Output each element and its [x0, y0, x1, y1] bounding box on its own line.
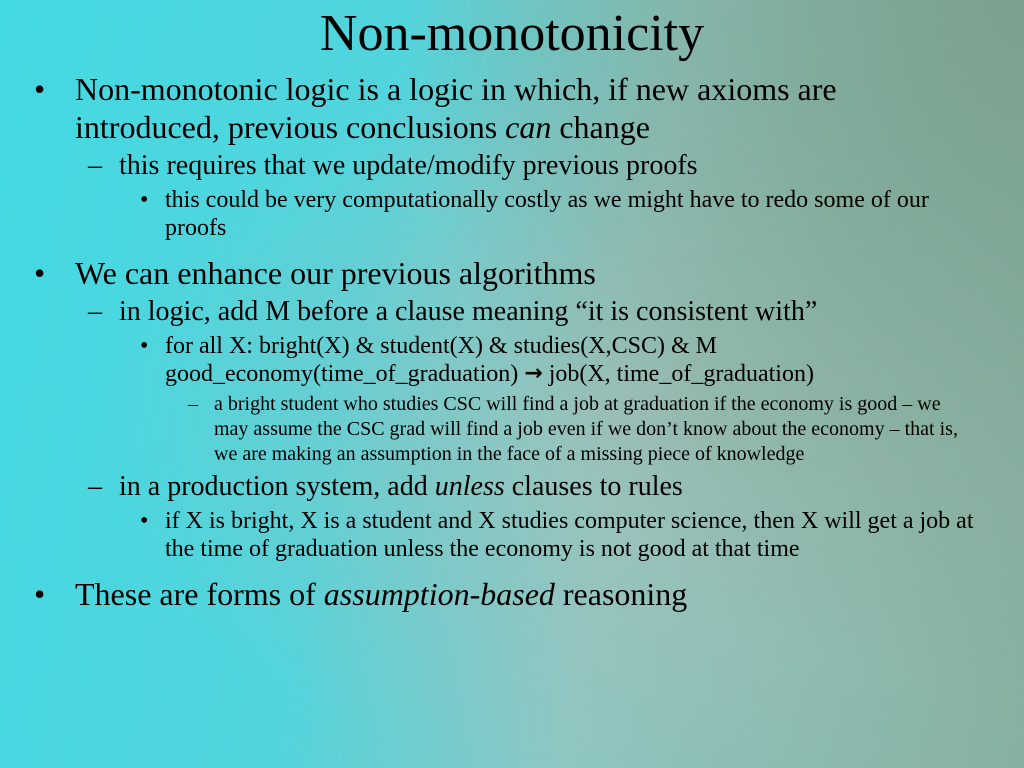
- emphasis-text: unless: [434, 471, 505, 502]
- sub-sub-bullet-item: [0, 186, 1024, 242]
- dash-marker: –: [88, 296, 102, 327]
- bullet-marker: •: [34, 255, 46, 291]
- bullet-item: [0, 70, 1024, 146]
- bullet-text: reasoning: [554, 576, 688, 612]
- bullet-marker: •: [34, 71, 46, 107]
- bullet-text: Non-monotonic logic is a logic in which, if new axioms are introduced, previous conclusions: [75, 71, 837, 145]
- emphasis-text: can: [505, 109, 552, 145]
- bullet-marker: •: [140, 187, 149, 213]
- sub-sub-bullet-text: job(X, time_of_graduation): [542, 361, 814, 387]
- emphasis-text: assumption-based: [323, 576, 555, 612]
- level-four-bullet-text: a bright student who studies CSC will find a job at graduation if the economy is good – we may assume the CSC grad will find a job even if we don’t know about the economy – that is, we are making an assumption in the face of a missing piece of knowledge: [214, 393, 958, 465]
- sub-bullet-item: [0, 296, 1024, 328]
- dash-marker: –: [88, 150, 102, 181]
- slide-title: Non-monotonicity: [319, 5, 705, 62]
- slide-body: [0, 70, 1024, 613]
- dash-marker: –: [88, 471, 102, 502]
- arrow-right-icon: →: [524, 361, 543, 386]
- bullet-text: These are forms of: [75, 576, 324, 612]
- bullet-marker: •: [140, 508, 149, 534]
- sub-sub-bullet-text: this could be very computationally costly as we might have to redo some of our proofs: [165, 187, 929, 241]
- bullet-marker: •: [140, 333, 149, 359]
- level-four-bullet-item: [0, 392, 1024, 467]
- sub-sub-bullet-item: [0, 507, 1024, 563]
- sub-sub-bullet-text: if X is bright, X is a student and X studies computer science, then X will get a job at the time of graduation unless the economy is not good at that time: [165, 508, 974, 562]
- sub-bullet-item: [0, 150, 1024, 182]
- sub-bullet-item: [0, 471, 1024, 503]
- sub-bullet-text: clauses to rules: [504, 471, 683, 502]
- sub-bullet-text: in a production system, add: [119, 471, 435, 502]
- sub-sub-bullet-item: [0, 332, 1024, 388]
- bullet-item: [0, 575, 1024, 613]
- bullet-item: [0, 254, 1024, 292]
- sub-bullet-text: this requires that we update/modify previous proofs: [119, 150, 698, 181]
- sub-bullet-text: in logic, add M before a clause meaning “it is consistent with”: [119, 296, 818, 327]
- bullet-text: We can enhance our previous algorithms: [75, 255, 596, 291]
- bullet-text: change: [551, 109, 650, 145]
- bullet-marker: •: [34, 576, 46, 612]
- sub-sub-bullet-text: for all X: bright(X) & student(X) & studies(X,CSC) & M good_economy(time_of_graduation): [165, 333, 717, 387]
- dash-marker: –: [188, 393, 198, 415]
